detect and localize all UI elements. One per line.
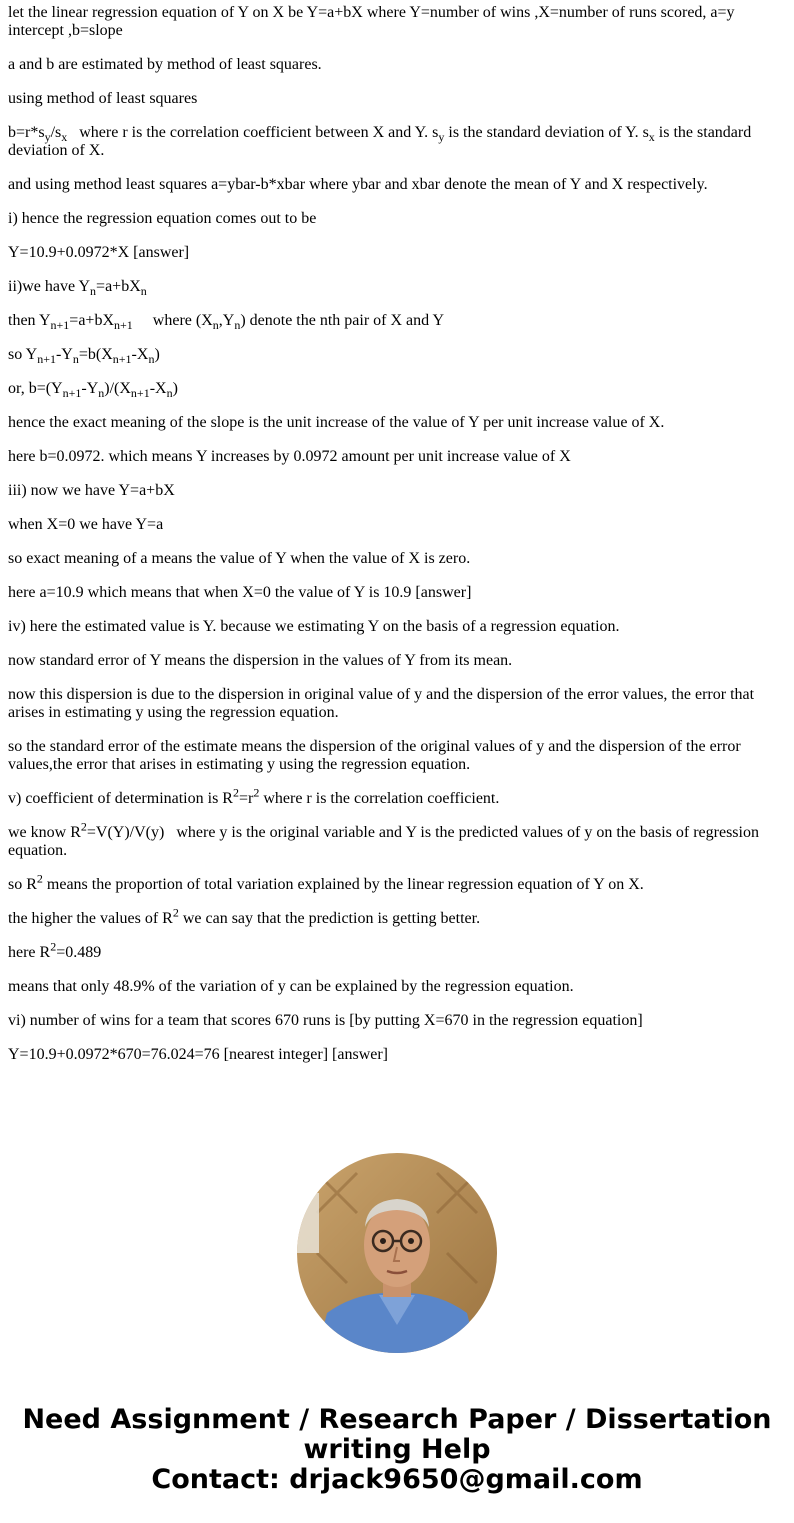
paragraph-slope-value: here b=0.0972. which means Y increases by 0.0972 amount per unit increase value of X: [8, 448, 571, 465]
paragraph-method: using method of least squares: [8, 90, 198, 107]
paragraph-standard-error: now standard error of Y means the dispersion in the values of Y from its mean.: [8, 652, 513, 669]
footer-help-text: Need Assignment / Research Paper / Dissertation writing Help: [22, 1404, 772, 1465]
paragraph-part-iii: iii) now we have Y=a+bX: [8, 482, 175, 499]
answer-prediction: Y=10.9+0.0972*670=76.024=76 [nearest integer] [answer]: [8, 1046, 388, 1063]
footer-banner: [0, 1405, 794, 1495]
paragraph-least-squares: a and b are estimated by method of least squares.: [8, 56, 322, 73]
paragraph-slope-meaning: hence the exact meaning of the slope is the unit increase of the value of Y per unit increase value of X.: [8, 414, 665, 431]
paragraph-part-vi: vi) number of wins for a team that scores 670 runs is [by putting X=670 in the regression equation]: [8, 1012, 643, 1029]
paragraph-intro: let the linear regression equation of Y on X be Y=a+bX where Y=number of wins ,X=number of runs scored, a=y intercept ,b=slope: [8, 4, 735, 39]
answer-regression-equation: Y=10.9+0.0972*X [answer]: [8, 244, 190, 261]
paragraph-intercept-meaning: so exact meaning of a means the value of Y when the value of X is zero.: [8, 550, 471, 567]
paragraph-variation-explained: means that only 48.9% of the variation of y can be explained by the regression equation.: [8, 978, 574, 995]
photo-window: [297, 1193, 319, 1253]
paragraph-difference: so $Y_{n+1}-Y_n=b(X_{n+1}-X_n)$: [8, 346, 160, 367]
paragraph-part-i: i) hence the regression equation comes out to be: [8, 210, 317, 227]
paragraph-r-squared-higher: the higher the values of $R^2$ we can say that the prediction is getting better.: [8, 905, 481, 927]
paragraph-intercept-formula: and using method least squares a=ybar-b*xbar where ybar and xbar denote the mean of Y and X respectively.: [8, 176, 708, 193]
paragraph-next-pair: then $Y_{n+1}=a+bX_{n+1}$ where $(X_n,Y_n)$ denote the nth pair of X and Y: [8, 312, 445, 333]
solution-text: [8, 4, 778, 1080]
answer-intercept: here a=10.9 which means that when X=0 the value of Y is 10.9 [answer]: [8, 584, 472, 601]
paragraph-r-squared-meaning: so $R^2$ means the proportion of total variation explained by the linear regression equation of Y on X.: [8, 871, 644, 893]
paragraph-standard-error-meaning: so the standard error of the estimate means the dispersion of the original values of y and the dispersion of the error values,the error that arises in estimating y using the regression equation.: [8, 738, 741, 773]
paragraph-r-squared-value: here $R^2=0.489$: [8, 939, 102, 961]
paragraph-part-v: v) coefficient of determination is $R^2=r^2$ where r is the correlation coefficient.: [8, 785, 500, 807]
paragraph-r-squared-def: we know $R^2=V(Y)/V(y)$ where y is the original variable and Y is the predicted values of y on the basis of regression equation.: [8, 819, 759, 859]
paragraph-slope-ratio: or, $b=(Y_{n+1}-Y_n)/(X_{n+1}-X_n)$: [8, 380, 178, 401]
footer-contact-email: Contact: drjack9650@gmail.com: [151, 1464, 643, 1495]
paragraph-part-ii: ii)we have $Y_n=a+bX_n$: [8, 278, 147, 299]
paragraph-dispersion: now this dispersion is due to the dispersion in original value of y and the dispersion of the error values, the error that arises in estimating y using the regression equation.: [8, 686, 755, 721]
author-photo: [297, 1153, 497, 1353]
paragraph-slope-formula: $b=r*s_y/s_x$ where r is the correlation coefficient between X and Y. $s_y$ is the standard deviation of Y. $s_x$ is the standard deviation of X.: [8, 124, 752, 159]
paragraph-part-iv: iv) here the estimated value is Y. because we estimating Y on the basis of a regression equation.: [8, 618, 620, 635]
paragraph-x-zero: when X=0 we have Y=a: [8, 516, 164, 533]
avatar: [297, 1153, 497, 1353]
